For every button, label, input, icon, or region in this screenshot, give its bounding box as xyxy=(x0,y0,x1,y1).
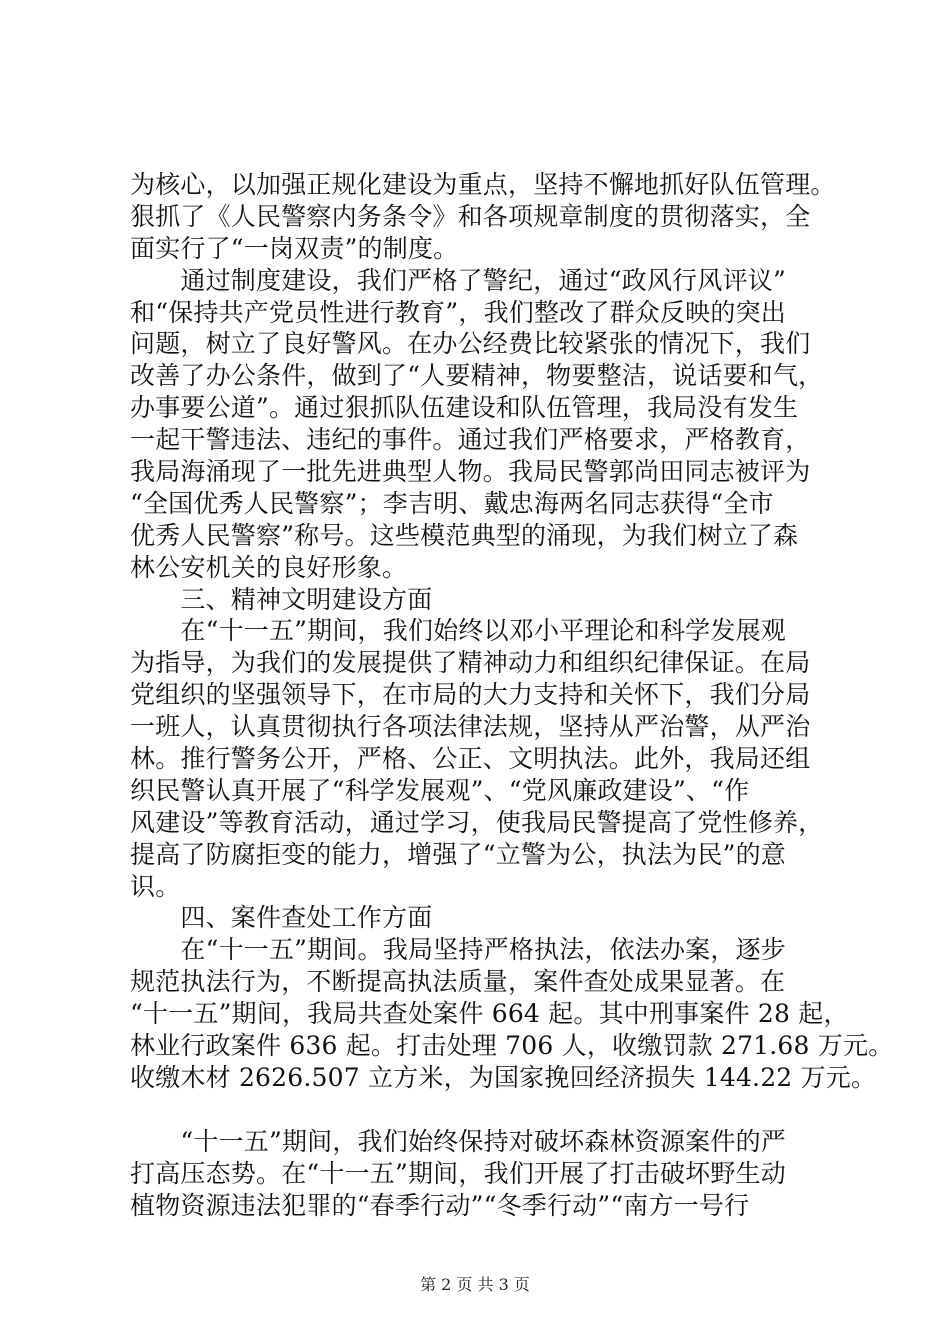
text-line: 我局海涌现了一批先进典型人物。我局民警郭尚田同志被评为 xyxy=(130,457,811,487)
text-line: 提高了防腐拒变的能力，增强了“立警为公，执法为民”的意 xyxy=(130,839,786,869)
text-line: 林公安机关的良好形象。 xyxy=(130,552,408,582)
section-heading: 三、精神文明建设方面 xyxy=(130,584,433,614)
text-line: 党组织的坚强领导下，在市局的大力支持和关怀下，我们分局 xyxy=(130,680,811,710)
text-line: 识。 xyxy=(130,871,181,901)
text-line: 林业行政案件 636 起。打击处理 706 人，收缴罚款 271.68 万元。 xyxy=(130,1031,894,1061)
text-line: 为指导，为我们的发展提供了精神动力和组织纪律保证。在局 xyxy=(130,648,811,678)
section-heading: 四、案件查处工作方面 xyxy=(130,903,433,933)
text-line: 面实行了“一岗双责”的制度。 xyxy=(130,233,459,263)
text-line: 为核心，以加强正规化建设为重点，坚持不懈地抓好队伍管理。 xyxy=(130,170,836,199)
text-line: 狠抓了《人民警察内务条令》和各项规章制度的贯彻落实，全 xyxy=(130,201,811,231)
text-line: 打高压态势。在“十一五”期间，我们开展了打击破坏野生动 xyxy=(130,1158,786,1188)
text-line: 优秀人民警察”称号。这些模范典型的涌现，为我们树立了森 xyxy=(130,520,799,550)
text-line: 织民警认真开展了“科学发展观”、“党风廉政建设”、“作 xyxy=(130,775,750,805)
text-line: 改善了办公条件，做到了“人要精神，物要整洁，说话要和气， xyxy=(130,361,824,391)
text-line: 在“十一五”期间，我们始终以邓小平理论和科学发展观 xyxy=(130,616,786,646)
body-text xyxy=(130,169,894,1221)
page-number-footer: 第 2 页 共 3 页 xyxy=(420,1275,530,1294)
text-line: 通过制度建设，我们严格了警纪，通过“政风行风评议” xyxy=(130,265,786,295)
text-line: 植物资源违法犯罪的“春季行动”“冬季行动”“南方一号行 xyxy=(130,1190,750,1220)
text-line: 办事要公道”。通过狠抓队伍建设和队伍管理，我局没有发生 xyxy=(130,393,799,423)
text-line: 收缴木材 2626.507 立方米，为国家挽回经济损失 144.22 万元。 xyxy=(130,1062,877,1092)
text-line: 问题，树立了良好警风。在办公经费比较紧张的情况下，我们 xyxy=(130,329,811,359)
text-line: 在“十一五”期间。我局坚持严格执法，依法办案，逐步 xyxy=(130,935,786,965)
text-line: 林。推行警务公开，严格、公正、文明执法。此外，我局还组 xyxy=(130,744,811,774)
text-line: “十一五”期间，我局共查处案件 664 起。其中刑事案件 28 起， xyxy=(130,999,849,1029)
text-line: 和“保持共产党员性进行教育”，我们整改了群众反映的突出 xyxy=(130,297,786,327)
text-line: 一起干警违法、违纪的事件。通过我们严格要求，严格教育， xyxy=(130,425,811,455)
blank-line xyxy=(130,1094,836,1126)
text-line: 风建设”等教育活动，通过学习，使我局民警提高了党性修养， xyxy=(130,807,824,837)
text-line: 规范执法行为，不断提高执法质量，案件查处成果显著。在 xyxy=(130,967,786,997)
text-line: “十一五”期间，我们始终保持对破坏森林资源案件的严 xyxy=(130,1126,786,1156)
text-line: “全国优秀人民警察”；李吉明、戴忠海两名同志获得“全市 xyxy=(130,488,774,518)
text-line: 一班人，认真贯彻执行各项法律法规，坚持从严治警，从严治 xyxy=(130,712,811,742)
